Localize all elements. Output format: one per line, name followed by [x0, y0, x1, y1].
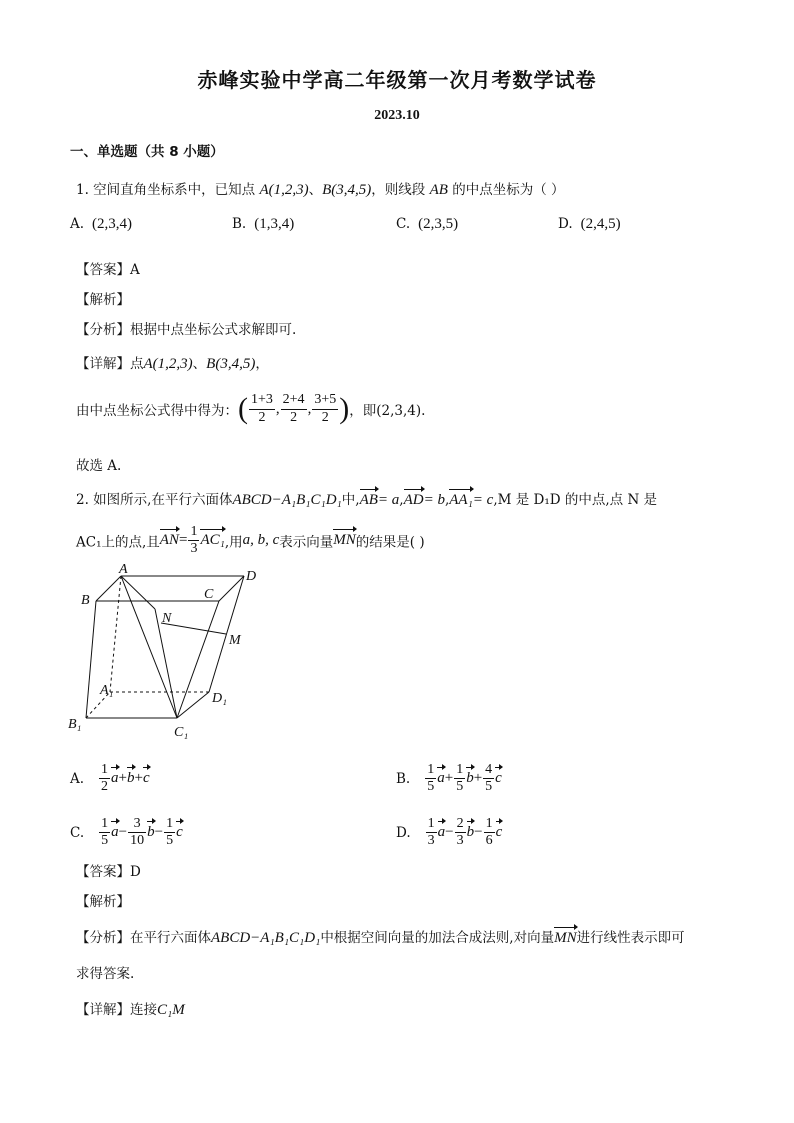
label-n: N: [162, 611, 172, 626]
term-coefficient: [483, 762, 494, 795]
edge-aa1: [110, 576, 121, 692]
label-c: C: [204, 587, 214, 602]
q1-separator: 、: [308, 182, 323, 198]
term-coefficient: [99, 816, 110, 849]
exam-date: 2023.10: [374, 108, 420, 123]
label-d: D: [246, 569, 257, 584]
term-sign: −: [118, 824, 128, 841]
q1-detail-comma: ，: [255, 356, 269, 372]
term-sign: +: [473, 770, 483, 787]
term-vector: a: [111, 824, 119, 841]
q1-answer: 【答案】A: [76, 262, 140, 278]
term-coefficient: [426, 816, 437, 849]
eq-a: = a: [377, 492, 400, 508]
q2-fenxi-text-2: 中根据空间向量的加法合成法则,对向量: [320, 930, 555, 946]
term-coefficient: [484, 816, 495, 849]
line-an: [121, 576, 155, 609]
q2-detail-segment: C₁M: [157, 1002, 185, 1018]
term-sign: −: [474, 824, 483, 841]
label-c1: C₁: [174, 725, 189, 740]
coef-numerator: 1: [426, 816, 437, 833]
q1-option-c: [396, 216, 458, 233]
coef-denominator: 3: [427, 833, 435, 849]
eq-b: = b: [423, 492, 445, 508]
q2-detail: [76, 998, 185, 1019]
q2-fenxi-text-3: 进行线性表示即可: [576, 930, 685, 946]
term-vector: b: [466, 770, 474, 787]
q1-point-a: A(1,2,3): [259, 182, 309, 198]
term-vector: a: [437, 770, 445, 787]
label-m: M: [229, 633, 241, 648]
term-vector: a: [111, 770, 119, 787]
q2-solid: ABCD−A₁B₁C₁D₁: [232, 492, 342, 508]
q2-line2-text: AC₁上的点,且: [76, 534, 160, 551]
option-value: (2,3,5): [418, 216, 459, 232]
term-sign: −: [154, 824, 164, 841]
term-vector: b: [147, 824, 155, 841]
term-coefficient: [164, 816, 175, 849]
option-value: (2,3,4): [92, 216, 133, 232]
term-coefficient: [128, 816, 146, 849]
coef-numerator: 1: [99, 816, 110, 833]
q1-detail-point-a: A(1,2,3): [143, 356, 193, 372]
coef-denominator: 10: [130, 833, 145, 849]
term-coefficient: [455, 816, 466, 849]
option-label: D.: [558, 216, 573, 232]
q2-abc: a, b, c: [242, 532, 280, 549]
q1-detail-sep: 、: [192, 356, 207, 372]
option-label: B.: [232, 216, 247, 232]
q2-fenxi-vector-mn: MN: [554, 930, 577, 946]
q2-option-c: [70, 816, 183, 849]
term-vector: b: [127, 770, 135, 787]
q1-analysis-title: 【解析】: [76, 292, 130, 308]
coef-numerator: 1: [164, 816, 175, 833]
q1-point-b: B(3,4,5): [322, 182, 372, 198]
q2-stem-text-2: 中,: [341, 492, 360, 508]
q2-option-a: [70, 762, 150, 795]
q1-fractions: [248, 392, 339, 425]
q1-detail-point-b: B(3,4,5): [206, 356, 256, 372]
option-value: (1,3,4): [254, 216, 295, 232]
frac-den: 3: [190, 541, 198, 557]
vector-ad: AD: [403, 492, 424, 508]
label-d1: D₁: [212, 691, 227, 706]
term-sign: +: [134, 770, 143, 787]
coef-numerator: 1: [484, 816, 495, 833]
section-heading: 一、单选题（共 8 小题）: [70, 144, 224, 160]
coef-numerator: 1: [425, 762, 436, 779]
q1-midpoint-result: ，即(2,3,4).: [349, 403, 426, 419]
coef-denominator: 5: [427, 779, 435, 795]
page-title: 赤峰实验中学高二年级第一次月考数学试卷: [197, 68, 597, 92]
q2-stem-line2: AC₁上的点,且AN= $\frac{1}{3}$ AC₁,用a, b, c表示向量MN的结果是( ): [76, 524, 425, 557]
q2-stem-text-3: ,M 是 D₁D 的中点,点 N 是: [493, 492, 658, 508]
eq-c: = c: [472, 492, 494, 508]
q1-midpoint: [76, 392, 425, 426]
q1-detail: [76, 352, 269, 373]
q1-option-d: [558, 216, 621, 233]
q2-fenxi-solid: ABCD−A₁B₁C₁D₁: [211, 930, 321, 946]
q2-answer: 【答案】D: [76, 864, 141, 880]
q2-analysis-title: 【解析】: [76, 894, 130, 910]
coef-denominator: 5: [166, 833, 174, 849]
vector-ac1: AC₁: [200, 532, 225, 549]
label-b: B: [81, 593, 90, 608]
line-ac1: [121, 576, 177, 718]
fraction-denominator: 2: [321, 409, 329, 425]
term-sign: +: [444, 770, 454, 787]
option-label: A.: [70, 216, 85, 232]
q2-fenxi-text: 【分析】在平行六面体: [76, 930, 211, 946]
q1-option-a: [70, 216, 132, 233]
option-label: C.: [396, 216, 411, 232]
q2-line2-text-2: ,用: [224, 534, 243, 551]
q2-line2-text-4: 的结果是( ): [355, 534, 425, 551]
fraction-numerator: 1+3: [249, 392, 275, 409]
edge-ab: [96, 576, 121, 601]
label-b1: B₁: [68, 717, 82, 732]
q1-midpoint-prefix: 由中点坐标公式得中得为：: [76, 403, 238, 419]
q1-stem-text: 1. 空间直角坐标系中，已知点: [76, 182, 256, 198]
frac-one-third: [188, 524, 199, 557]
q2-option-d: [396, 816, 502, 849]
coef-numerator: 4: [483, 762, 494, 779]
coef-numerator: 1: [454, 762, 465, 779]
coef-denominator: 5: [101, 833, 109, 849]
option-value: (2,4,5): [580, 216, 621, 232]
q2-fenxi-line2: 求得答案.: [76, 966, 135, 982]
term-sign: +: [118, 770, 128, 787]
midpoint-fraction: [281, 392, 307, 425]
option-label: D.: [396, 824, 411, 841]
fraction-denominator: 2: [258, 409, 266, 425]
q1-stem-text-3: 的中点坐标为（ ）: [452, 182, 565, 198]
fraction-denominator: 2: [290, 409, 298, 425]
left-paren: (: [238, 392, 248, 425]
fraction-numerator: 2+4: [281, 392, 307, 409]
label-a: A: [119, 562, 128, 577]
coef-denominator: 6: [485, 833, 493, 849]
q1-option-b: [232, 216, 294, 233]
label-a1: A₁: [100, 683, 114, 698]
option-label: B.: [396, 770, 411, 787]
coef-numerator: 1: [99, 762, 110, 779]
parallelepiped-figure: [64, 562, 257, 746]
term-coefficient: [99, 762, 110, 795]
coef-denominator: 2: [101, 779, 109, 795]
q2-stem: 2. 如图所示,在平行六面体ABCD−A₁B₁C₁D₁中,AB= a,AD= b,AA₁= c,M 是 D₁D 的中点,点 N 是: [76, 492, 658, 508]
term-vector: c: [176, 824, 183, 841]
q1-stem: [76, 178, 565, 199]
q2-option-b: [396, 762, 502, 795]
midpoint-fraction: [249, 392, 275, 425]
frac-comma: ,: [275, 400, 280, 417]
q1-segment: AB: [429, 182, 448, 198]
q2-stem-text: 2. 如图所示,在平行六面体: [76, 492, 233, 508]
coef-numerator: 3: [128, 816, 146, 833]
coef-denominator: 5: [485, 779, 493, 795]
right-paren: ): [339, 392, 350, 425]
vector-aa1: AA₁: [449, 492, 473, 508]
q2-line2-text-3: 表示向量: [279, 534, 334, 551]
q1-conclusion: 故选 A.: [76, 458, 122, 474]
option-label: A.: [70, 770, 85, 787]
q1-stem-text-2: ，则线段: [371, 182, 426, 198]
term-sign: −: [445, 824, 454, 841]
q2-fenxi: [76, 926, 685, 947]
frac-num: 1: [188, 524, 199, 541]
term-vector: c: [495, 824, 503, 841]
vector-an: AN: [159, 532, 179, 549]
frac-comma: ,: [307, 400, 312, 417]
vector-mn: MN: [333, 532, 356, 549]
midpoint-fraction: [312, 392, 338, 425]
term-coefficient: [454, 762, 465, 795]
coef-denominator: 3: [456, 833, 464, 849]
q2-detail-text: 【详解】连接: [76, 1002, 157, 1018]
q1-detail-label: 【详解】点: [76, 356, 144, 372]
term-vector: c: [142, 770, 150, 787]
coef-numerator: 2: [455, 816, 466, 833]
term-vector: c: [495, 770, 502, 787]
edge-bb1: [86, 601, 96, 718]
term-vector: b: [466, 824, 475, 841]
option-label: C.: [70, 824, 85, 841]
coef-denominator: 5: [456, 779, 464, 795]
term-coefficient: [425, 762, 436, 795]
fraction-numerator: 3+5: [312, 392, 338, 409]
term-vector: a: [437, 824, 446, 841]
vector-ab: AB: [359, 492, 378, 508]
q1-fenxi: 【分析】根据中点坐标公式求解即可.: [76, 322, 297, 338]
